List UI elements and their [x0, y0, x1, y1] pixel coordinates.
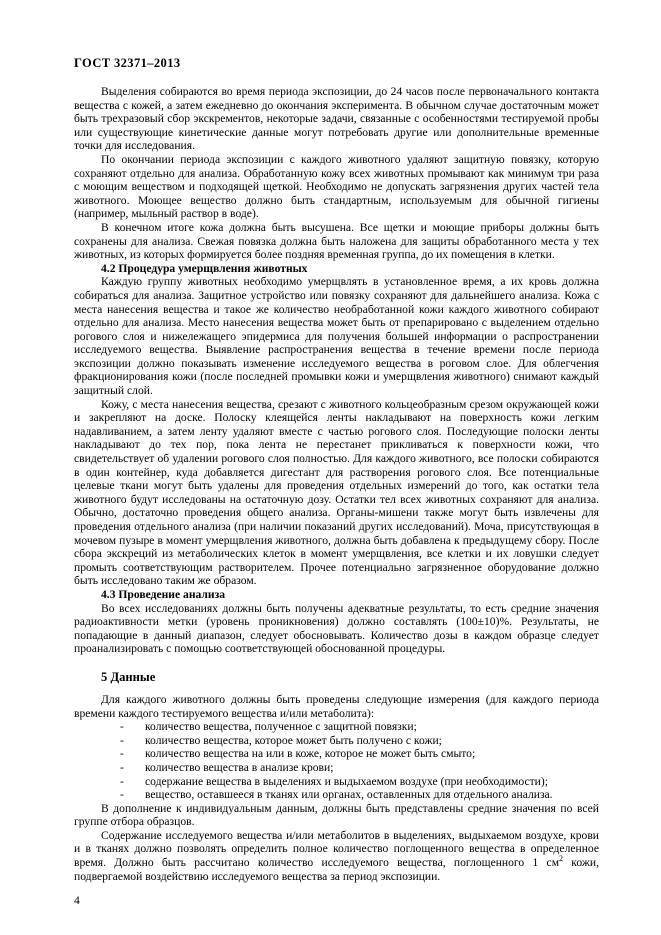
list-item: [74, 788, 599, 802]
dash-marker: -: [120, 760, 124, 774]
list-item-label: количество вещества, которое может быть получено с кожи;: [145, 733, 442, 747]
paragraph: Для каждого животного должны быть проведены следующие измерения (для каждого периода времени каждого тестируемого вещества и/или метаболита):: [74, 692, 599, 720]
paragraph-text-after: кожи, подвергаемой воздействию исследуемого вещества за период экспозиции.: [74, 856, 599, 883]
list-item-label: количество вещества в анализе крови;: [145, 760, 334, 774]
list-item: [74, 761, 599, 775]
list-item: [74, 747, 599, 761]
paragraph-text-before: Содержание исследуемого вещества и/или метаболитов в выделениях, выдыхаемом воздухе, крови и в тканях должно позволять определить полное количество поглощенного вещества в определенное время. Должно быть рассчитано количество исследуемого вещества, поглощенного 1 см: [74, 828, 599, 870]
subsection-heading-4-2: 4.2 Процедура умерщвления животных: [101, 261, 308, 275]
page-number: 4: [74, 894, 80, 907]
measurement-list: [74, 720, 599, 802]
list-item-label: количество вещества на или в коже, которое не может быть смыто;: [145, 747, 476, 761]
dash-marker: -: [120, 788, 124, 802]
list-item-label: количество вещества, полученное с защитной повязки;: [145, 720, 417, 734]
paragraph: По окончании периода экспозиции с каждого животного удаляют защитную повязку, которую сохраняют отдельно для анализа. Обработанную кожу всех животных промывают как минимум три раза с моющим веществом и подходящей щеткой. Необходимо не допускать загрязнения других частей тела животного. Моющее вещество должно быть стандартным, используемым для обычной гигиены (например, мыльный раствор в воде).: [74, 152, 599, 221]
dash-marker: -: [120, 774, 124, 788]
paragraph: Во всех исследованиях должны быть получены адекватные результаты, то есть средние значения радиоактивности метки (уровень проникновения) должно составлять (100±10)%. Результаты, не попадающие в данный диапазон, следует обосновывать. Количество дозы в каждом образце следует проанализировать с помощью соответствующей обоснованной процедуры.: [74, 601, 599, 656]
dash-marker: -: [120, 733, 124, 747]
standard-header: ГОСТ 32371–2013: [74, 56, 181, 70]
paragraph: Каждую группу животных необходимо умерщвлять в установленное время, а их кровь должна собираться для анализа. Защитное устройство или повязку сохраняют для дальнейшего анализа. Кожа с места нанесения вещества и такое же количество необработанной кожи каждого животного собирают отдельно для анализа. Место нанесения вещества может быть от препарировано с выделением отдельно рогового слоя и нижележащего эпидермиса для получения большей информации о распространении исследуемого вещества. Выявление распространения вещества в течение времени после периода экспозиции должно показывать изменение исследуемого вещества в роговом слое. Для облегчения фракционирования кожи (после последней промывки кожи и умерщвления животного) снимают каждый защитный слой.: [74, 275, 599, 398]
paragraph: Выделения собираются во время периода экспозиции, до 24 часов после первоначального контакта вещества с кожей, а затем ежедневно до окончания эксперимента. В обычном случае достаточным может быть трехразовый сбор экскрементов, некоторые задачи, связанные с особенностями тестируемой пробы или существующие кинетические данные могут потребовать другие или дополнительные временные точки для исследования.: [74, 85, 599, 153]
list-item: [74, 734, 599, 748]
section-heading-5: 5 Данные: [101, 669, 156, 684]
superscript-exponent: 2: [559, 854, 564, 864]
paragraph-with-superscript: [74, 829, 599, 883]
paragraph: Кожу, с места нанесения вещества, срезают с животного кольцеобразным срезом окружающей кожи и закрепляют на доске. Полоску клеящейся ленты накладывают на поверхность кожи легким надавливанием, а затем ленту удаляют вместе с частью рогового слоя. Последующие полоски ленты накладывают до тех пор, пока лента не перестанет прикливаться к поверхности кожи, что свидетельствует об удалении рогового слоя полностью. Для каждого животного, все полоски собираются в один контейнер, куда добавляется дигестант для растворения рогового слоя. Все потенциальные целевые ткани могут быть удалены для проведения отдельных измерений до того, как остатки тела животного будут исследованы на остаточную дозу. Остатки тел всех животных сохраняют для анализа. Обычно, достаточно проведения общего анализа. Органы-мишени также могут быть извлечены для проведения отдельного анализа (при наличии показаний других исследований). Моча, присутствующая в мочевом пузыре в момент умерщвления животного, должна быть добавлена к предыдущему сбору. После сбора экскреций из метаболических клеток в момент умерщвления, все клетки и их ловушки следует промыть соответствующим растворителем. Прочее потенциально загрязненное оборудование должно быть исследовано таким же образом.: [74, 397, 599, 588]
list-item-label: вещество, оставшееся в тканях или органах, оставленных для отдельного анализа.: [145, 788, 553, 802]
paragraph: В дополнение к индивидуальным данным, должны быть представлены средние значения по всей группе отбора образцов.: [74, 801, 599, 829]
list-item: [74, 775, 599, 789]
dash-marker: -: [120, 720, 124, 734]
list-item: [74, 720, 599, 734]
paragraph: В конечном итоге кожа должна быть высушена. Все щетки и моющие приборы должны быть сохранены для анализа. Свежая повязка должна быть наложена для защиты обработанного места у тех животных, из которых формируется более поздняя временная группа, до их помещения в клетки.: [74, 220, 599, 262]
dash-marker: -: [120, 747, 124, 761]
subsection-heading-4-3: 4.3 Проведение анализа: [101, 587, 226, 601]
list-item-label: содержание вещества в выделениях и выдыхаемом воздухе (при необходимости);: [145, 774, 548, 788]
